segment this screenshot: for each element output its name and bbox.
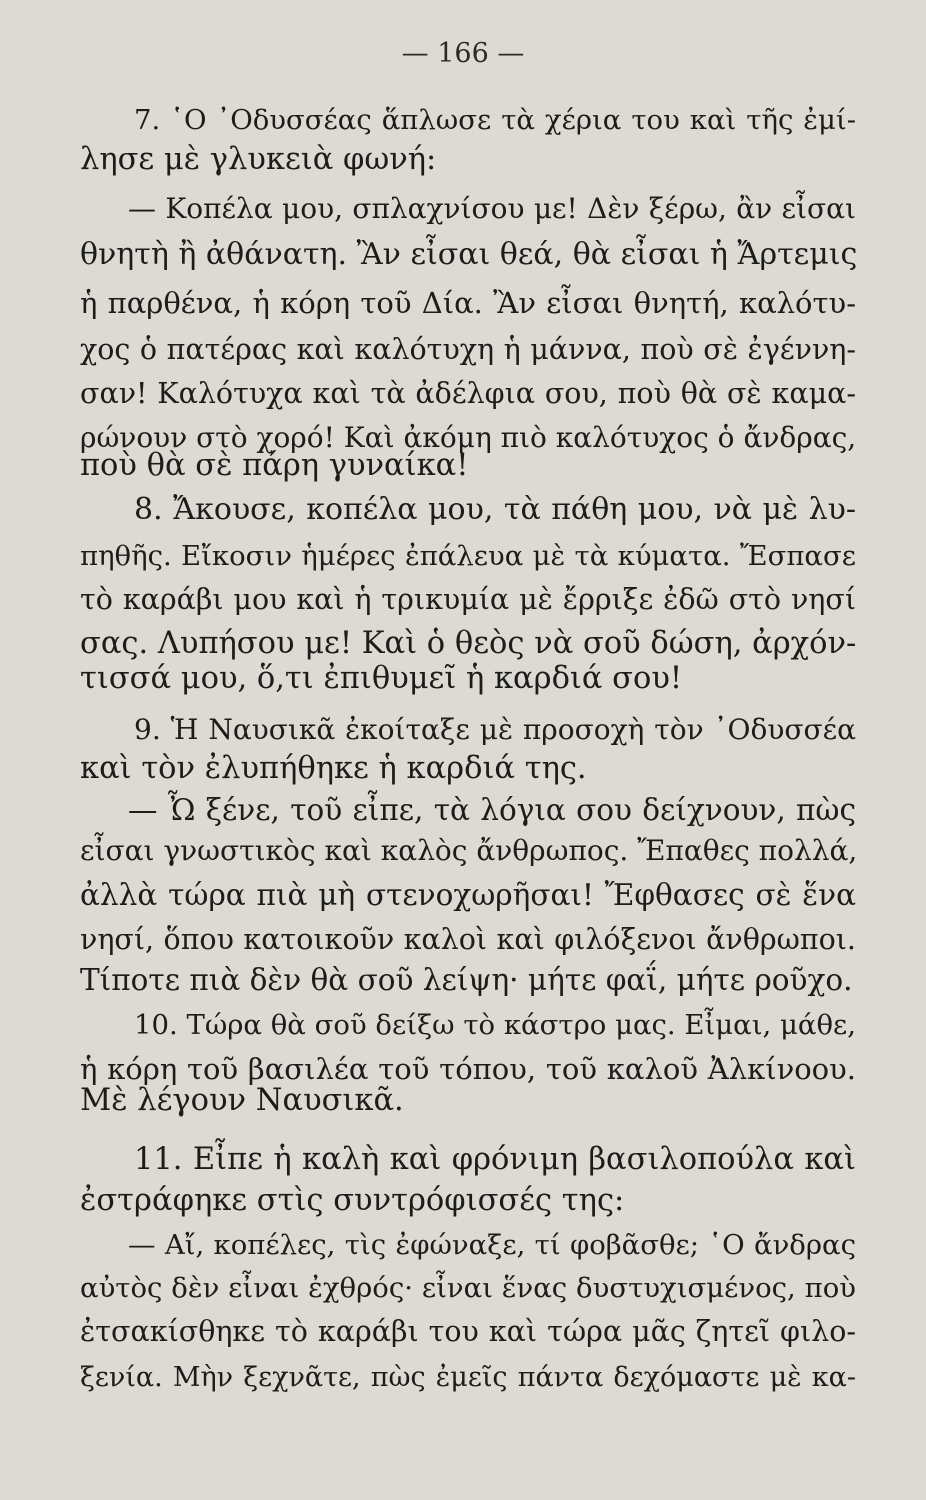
text-line: Τίποτε πιὰ δὲν θὰ σοῦ λείψη· μήτε φαΐ, μήτε ροῦχο.	[80, 963, 853, 997]
text-line: αὐτὸς δὲν εἶναι ἐχθρός· εἶναι ἕνας δυστυχισμένος, ποὺ	[80, 1272, 856, 1304]
text-line: εἶσαι γνωστικὸς καὶ καλὸς ἄνθρωπος. Ἔπαθες πολλά,	[80, 834, 858, 867]
text-line: ἀλλὰ τώρα πιὰ μὴ στενοχωρῆσαι! Ἔφθασες σὲ ἕνα	[80, 878, 856, 912]
text-line: λησε μὲ γλυκειὰ φωνή:	[80, 142, 437, 177]
text-line: νησί, ὅπου κατοικοῦν καλοὶ καὶ φιλόξενοι ἄνθρωποι.	[80, 923, 856, 956]
text-line: 10. Τώρα θὰ σοῦ δείξω τὸ κάστρο μας. Εἶμαι, μάθε,	[134, 1009, 856, 1041]
text-line: 7. ῾Ο ᾿Οδυσσέας ἅπλωσε τὰ χέρια του καὶ τῆς ἐμί-	[134, 104, 856, 136]
text-line: ἐστράφηκε στὶς συντρόφισσές της:	[80, 1183, 625, 1218]
text-line: — Κοπέλα μου, σπλαχνίσου με! Δὲν ξέρω, ἂν εἶσαι	[128, 192, 856, 225]
text-line: Μὲ λέγουν Ναυσικᾶ.	[80, 1083, 404, 1118]
text-line: 8. Ἄκουσε, κοπέλα μου, τὰ πάθη μου, νὰ μὲ λυ-	[134, 492, 856, 527]
page-number: — 166 —	[401, 38, 525, 69]
text-line: σαν! Καλότυχα καὶ τὰ ἀδέλφια σου, ποὺ θὰ σὲ καμα-	[80, 377, 856, 410]
text-line: τὸ καράβι μου καὶ ἡ τρικυμία μὲ ἔρριξε ἐδῶ στὸ νησί	[80, 583, 856, 616]
text-line: ἐτσακίσθηκε τὸ καράβι του καὶ τώρα μᾶς ζητεῖ φιλο-	[80, 1315, 856, 1348]
text-line: σας. Λυπήσου με! Καὶ ὁ θεὸς νὰ σοῦ δώση, ἀρχόν-	[80, 626, 857, 661]
text-line: ρώνουν στὸ χορό! Καὶ ἀκόμη πιὸ καλότυχος ὁ ἄνδρας,	[80, 421, 857, 454]
text-line: 9. Ἡ Ναυσικᾶ ἐκοίταξε μὲ προσοχὴ τὸν ᾿Οδυσσέα	[134, 713, 856, 746]
text-line: 11. Εἶπε ἡ καλὴ καὶ φρόνιμη βασιλοπούλα καὶ	[134, 1142, 856, 1177]
text-line: θνητὴ ἢ ἀθάνατη. Ἂν εἶσαι θεά, θὰ εἶσαι ἡ Ἄρτεμις	[80, 237, 858, 272]
text-line: καὶ τὸν ἐλυπήθηκε ἡ καρδιά της.	[80, 751, 587, 786]
text-line: τισσά μου, ὅ,τι ἐπιθυμεῖ ἡ καρδιά σου!	[80, 661, 683, 696]
text-line: χος ὁ πατέρας καὶ καλότυχη ἡ μάννα, ποὺ σὲ ἐγέννη-	[80, 333, 856, 366]
text-line: — Ὦ ξένε, τοῦ εἶπε, τὰ λόγια σου δείχνουν, πὼς	[128, 793, 856, 827]
text-line: πηθῆς. Εἴκοσιν ἡμέρες ἐπάλευα μὲ τὰ κύματα. Ἔσπασε	[80, 540, 856, 572]
text-line: ποὺ θὰ σὲ πάρη γυναίκα!	[80, 448, 469, 483]
text-line: ξενία. Μὴν ξεχνᾶτε, πὼς ἐμεῖς πάντα δεχόμαστε μὲ κα-	[80, 1362, 856, 1393]
text-line: — Αἴ, κοπέλες, τὶς ἐφώναξε, τί φοβᾶσθε; ῾Ο ἄνδρας	[128, 1229, 856, 1261]
text-line: ἡ κόρη τοῦ βασιλέα τοῦ τόπου, τοῦ καλοῦ Ἀλκίνοου.	[80, 1052, 856, 1086]
text-line: ἡ παρθένα, ἡ κόρη τοῦ Δία. Ἂν εἶσαι θνητή, καλότυ-	[80, 286, 856, 320]
